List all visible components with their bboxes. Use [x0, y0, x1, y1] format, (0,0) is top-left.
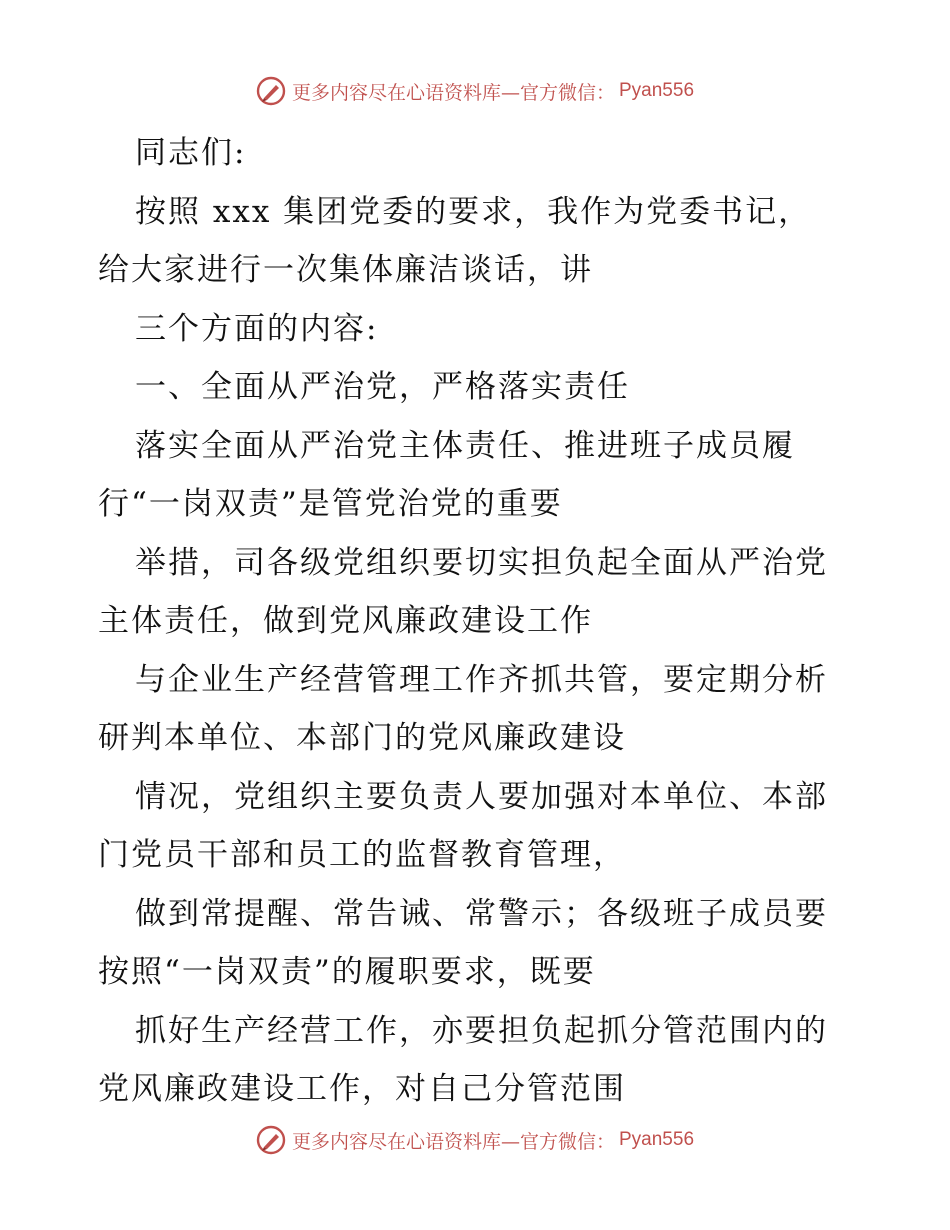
paragraph-line: 主体责任，做到党风廉政建设工作: [98, 603, 593, 639]
paragraph-line: 抓好生产经营工作，亦要担负起抓分管范围内的: [135, 1012, 828, 1049]
banner-text: 更多内容尽在心语资料库—官方微信：: [291, 1130, 615, 1153]
header-banner: [0, 71, 950, 111]
pen-logo-icon: [256, 76, 286, 106]
banner-wechat-id: Pyan556: [619, 1129, 695, 1150]
banner-text: 更多内容尽在心语资料库—官方微信：: [291, 81, 615, 104]
paragraph-line: 按照“一岗双责”的履职要求，既要: [98, 954, 596, 990]
paragraph-line: 党风廉政建设工作，对自己分管范围: [98, 1071, 626, 1107]
section-heading: 一、全面从严治党，严格落实责任: [135, 369, 630, 405]
salutation-line: 同志们:: [135, 135, 247, 171]
paragraph-line: 三个方面的内容:: [135, 310, 379, 347]
paragraph-line: 研判本单位、本部门的党风廉政建设: [98, 720, 626, 756]
paragraph-line: 与企业生产经营管理工作齐抓共管，要定期分析: [135, 661, 828, 698]
paragraph-line: 做到常提醒、常告诫、常警示；各级班子成员要: [135, 895, 828, 932]
paragraph-line: 门党员干部和员工的监督教育管理，: [98, 837, 626, 873]
banner-wechat-id: Pyan556: [619, 80, 695, 101]
paragraph-line: 按照 xxx 集团党委的要求，我作为党委书记，: [135, 193, 812, 230]
paragraph-line: 情况，党组织主要负责人要加强对本单位、本部: [135, 778, 828, 815]
document-body: [98, 124, 858, 1119]
pen-logo-icon: [256, 1125, 286, 1155]
paragraph-line: 举措，司各级党组织要切实担负起全面从严治党: [135, 544, 828, 581]
paragraph-line: 落实全面从严治党主体责任、推进班子成员履: [135, 427, 795, 464]
paragraph-line: 行“一岗双责”是管党治党的重要: [98, 486, 563, 522]
footer-banner: [0, 1120, 950, 1160]
paragraph-line: 给大家进行一次集体廉洁谈话，讲: [98, 252, 593, 288]
